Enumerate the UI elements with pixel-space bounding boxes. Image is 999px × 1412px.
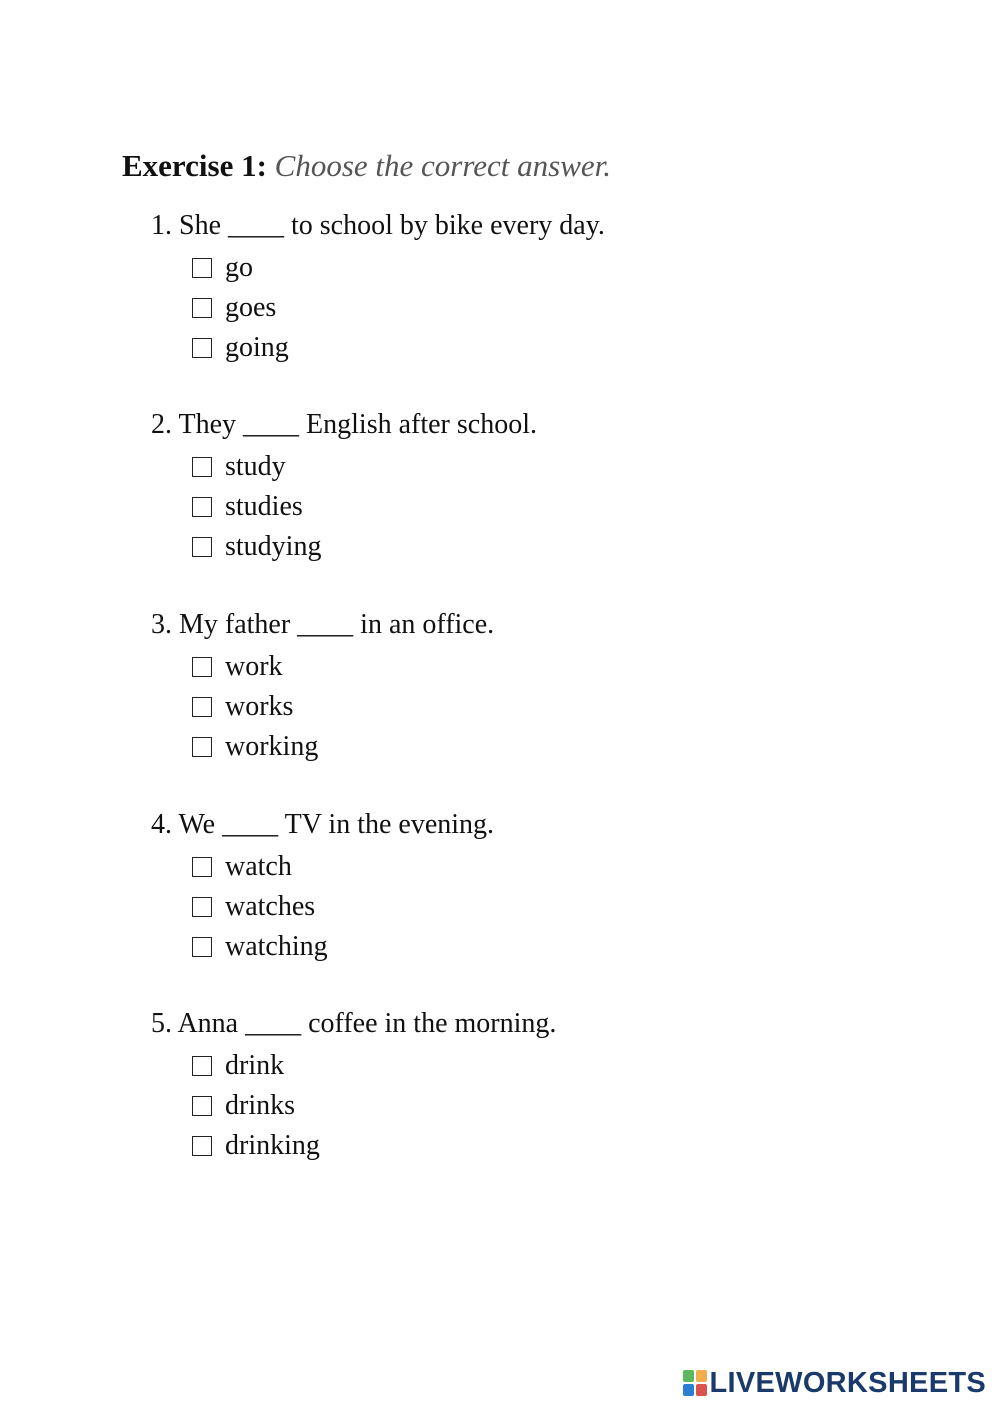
option-label: go (225, 252, 253, 283)
question-1-option-3[interactable] (192, 328, 851, 368)
question-1-option-2[interactable] (192, 288, 851, 328)
question-5-stem: 5. Anna ____ coffee in the morning. (151, 1008, 557, 1039)
liveworksheets-brand[interactable] (683, 1366, 987, 1400)
checkbox-icon[interactable] (192, 1096, 212, 1116)
question-1 (151, 208, 851, 368)
option-label: studies (225, 491, 303, 522)
exercise-label: Exercise 1: (122, 148, 267, 183)
question-4-option-1[interactable] (192, 847, 851, 887)
checkbox-icon[interactable] (192, 258, 212, 278)
option-label: studying (225, 531, 322, 562)
checkbox-icon[interactable] (192, 697, 212, 717)
question-3-option-3[interactable] (192, 727, 851, 767)
question-3-option-1[interactable] (192, 647, 851, 687)
logo-block-orange (696, 1370, 707, 1382)
option-label: goes (225, 292, 277, 323)
checkbox-icon[interactable] (192, 537, 212, 557)
question-5 (151, 1006, 851, 1166)
question-4-option-3[interactable] (192, 927, 851, 967)
checkbox-icon[interactable] (192, 657, 212, 677)
exercise-heading (122, 146, 611, 186)
question-3 (151, 607, 851, 767)
logo-block-green (683, 1370, 694, 1382)
checkbox-icon[interactable] (192, 457, 212, 477)
question-2-stem: 2. They ____ English after school. (151, 409, 537, 440)
option-label: work (225, 651, 283, 682)
checkbox-icon[interactable] (192, 737, 212, 757)
logo-block-blue (683, 1384, 694, 1396)
option-label: watching (225, 931, 328, 962)
option-label: study (225, 451, 286, 482)
option-label: works (225, 691, 294, 722)
option-label: watches (225, 891, 316, 922)
liveworksheets-logo-icon (683, 1370, 707, 1396)
question-5-option-3[interactable] (192, 1126, 851, 1166)
checkbox-icon[interactable] (192, 937, 212, 957)
option-label: watch (225, 851, 292, 882)
question-2-option-3[interactable] (192, 527, 851, 567)
checkbox-icon[interactable] (192, 1056, 212, 1076)
question-2-option-1[interactable] (192, 447, 851, 487)
question-1-stem: 1. She ____ to school by bike every day. (151, 210, 605, 241)
exercise-instruction: Choose the correct answer. (274, 148, 612, 183)
checkbox-icon[interactable] (192, 338, 212, 358)
checkbox-icon[interactable] (192, 497, 212, 517)
option-label: drink (225, 1050, 285, 1081)
logo-block-red (696, 1384, 707, 1396)
question-4-option-2[interactable] (192, 887, 851, 927)
checkbox-icon[interactable] (192, 897, 212, 917)
question-5-option-2[interactable] (192, 1086, 851, 1126)
question-5-option-1[interactable] (192, 1046, 851, 1086)
question-2-option-2[interactable] (192, 487, 851, 527)
question-2 (151, 407, 851, 567)
option-label: going (225, 332, 289, 363)
option-label: drinks (225, 1090, 295, 1121)
checkbox-icon[interactable] (192, 857, 212, 877)
option-label: working (225, 731, 319, 762)
option-label: drinking (225, 1130, 320, 1161)
question-3-stem: 3. My father ____ in an office. (151, 609, 495, 640)
checkbox-icon[interactable] (192, 298, 212, 318)
question-4 (151, 807, 851, 967)
question-1-option-1[interactable] (192, 248, 851, 288)
question-3-option-2[interactable] (192, 687, 851, 727)
brand-text: LIVEWORKSHEETS (709, 1366, 986, 1399)
checkbox-icon[interactable] (192, 1136, 212, 1156)
question-4-stem: 4. We ____ TV in the evening. (151, 809, 495, 840)
